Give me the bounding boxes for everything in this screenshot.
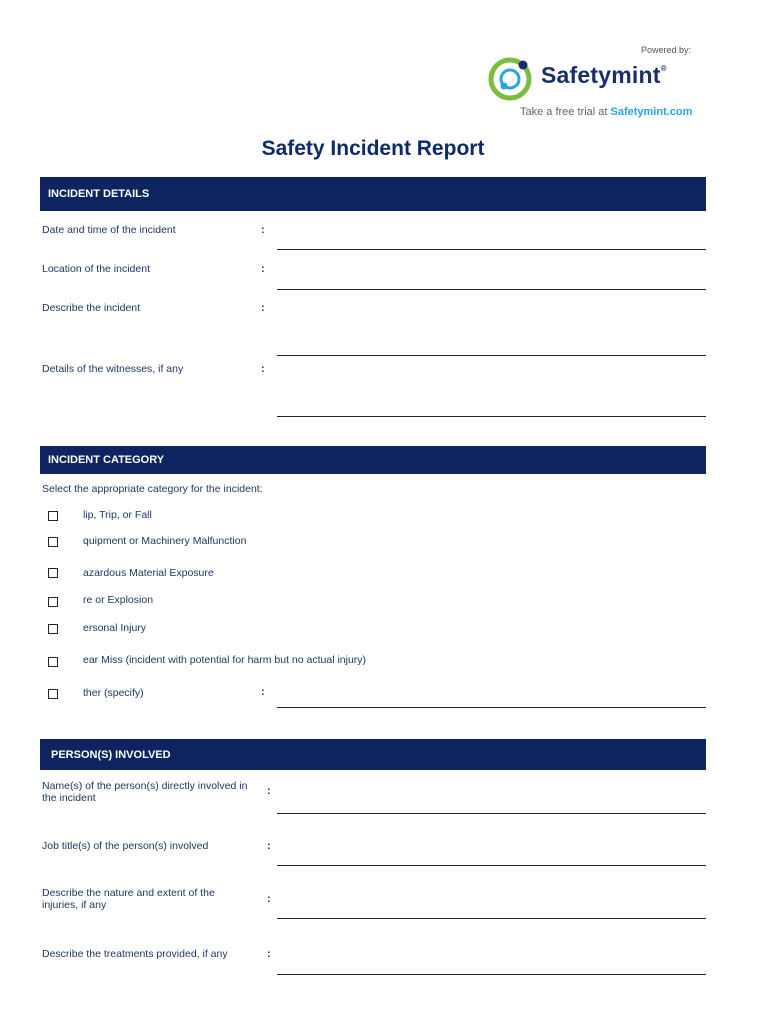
colon-separator: : <box>261 686 265 698</box>
colon-separator: : <box>261 302 265 314</box>
section-header-persons-involved: PERSON(S) INVOLVED <box>40 739 706 770</box>
location-input-line[interactable] <box>277 289 706 290</box>
checkbox-fire-explosion[interactable] <box>48 597 58 607</box>
category-option-personal-injury: ersonal Injury <box>83 622 147 634</box>
brand-name-text: Safetymint <box>541 62 661 88</box>
category-option-equipment-malfunction: quipment or Machinery Malfunction <box>83 535 247 547</box>
field-label-witnesses: Details of the witnesses, if any <box>42 363 184 375</box>
powered-by-text: Powered by: <box>641 45 692 55</box>
checkbox-equipment-malfunction[interactable] <box>48 537 58 547</box>
injuries-input-line[interactable] <box>277 918 706 919</box>
category-option-other: ther (specify) <box>83 687 144 699</box>
other-specify-input-line[interactable] <box>277 707 706 708</box>
trial-text <box>520 106 692 118</box>
field-label-describe-incident: Describe the incident <box>42 302 141 314</box>
category-option-near-miss: ear Miss (incident with potential for harm but no actual injury) <box>83 654 367 666</box>
checkbox-slip-trip-fall[interactable] <box>48 511 58 521</box>
page-title: Safety Incident Report <box>261 137 485 160</box>
person-names-input-line[interactable] <box>277 813 706 814</box>
brand-name <box>541 62 667 89</box>
checkbox-personal-injury[interactable] <box>48 624 58 634</box>
category-option-fire-explosion: re or Explosion <box>83 594 154 606</box>
trial-link[interactable]: Safetymint.com <box>610 106 693 118</box>
colon-separator: : <box>261 363 265 375</box>
section-header-incident-category: INCIDENT CATEGORY <box>40 446 706 474</box>
field-label-person-names: Name(s) of the person(s) directly involved in the incident <box>42 780 248 804</box>
colon-separator: : <box>261 224 265 236</box>
field-label-injuries: Describe the nature and extent of the injuries, if any <box>42 887 215 911</box>
checkbox-hazardous-material[interactable] <box>48 568 58 578</box>
field-label-date-time: Date and time of the incident <box>42 224 176 236</box>
colon-separator: : <box>261 263 265 275</box>
category-option-hazardous-material: azardous Material Exposure <box>83 567 214 579</box>
job-titles-input-line[interactable] <box>277 865 706 866</box>
field-label-treatments: Describe the treatments provided, if any <box>42 948 228 960</box>
colon-separator: : <box>267 893 271 905</box>
witnesses-input-line[interactable] <box>277 416 706 417</box>
colon-separator: : <box>267 840 271 852</box>
category-option-slip-trip-fall: lip, Trip, or Fall <box>83 509 152 521</box>
describe-incident-input-line[interactable] <box>277 355 706 356</box>
category-instruction: Select the appropriate category for the incident: <box>42 483 263 495</box>
checkbox-near-miss[interactable] <box>48 657 58 667</box>
checkbox-other[interactable] <box>48 689 58 699</box>
registered-mark: ® <box>660 64 667 73</box>
trial-prefix: Take a free trial at <box>520 106 611 118</box>
safetymint-logo-icon <box>486 56 536 107</box>
field-label-job-titles: Job title(s) of the person(s) involved <box>42 840 209 852</box>
treatments-input-line[interactable] <box>277 974 706 975</box>
colon-separator: : <box>267 948 271 960</box>
section-header-incident-details: INCIDENT DETAILS <box>40 177 706 211</box>
field-label-location: Location of the incident <box>42 263 150 275</box>
colon-separator: : <box>267 785 271 797</box>
date-time-input-line[interactable] <box>277 249 706 250</box>
